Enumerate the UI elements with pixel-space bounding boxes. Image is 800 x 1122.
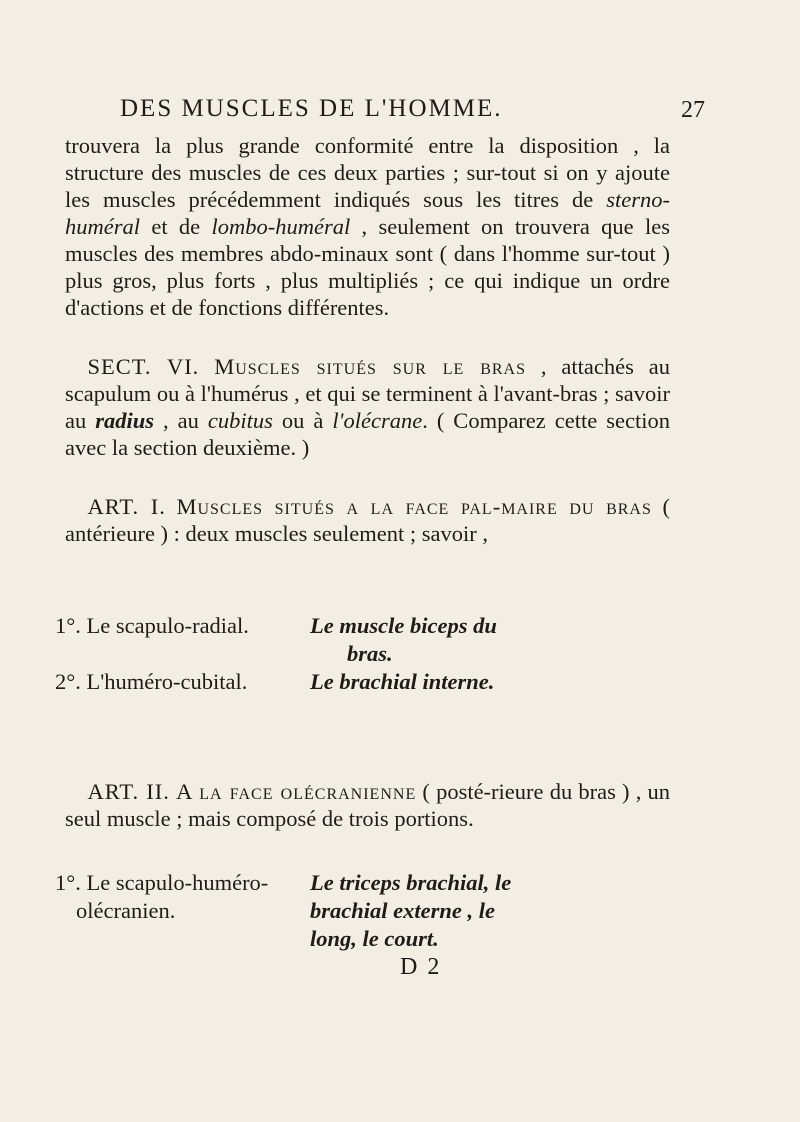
list-item-left: 1°. Le scapulo-huméro- bbox=[55, 870, 269, 895]
article-1-title: Muscles situés a la face pal-maire du bras bbox=[176, 494, 652, 519]
article-2-list bbox=[55, 869, 715, 953]
term-lombo-humeral: lombo-huméral bbox=[211, 214, 351, 239]
term-radius: radius bbox=[95, 408, 155, 433]
body-text-2 bbox=[65, 778, 670, 832]
list-item-right: long, le court. bbox=[310, 926, 439, 951]
signature-mark: D 2 bbox=[400, 954, 442, 980]
article-2-label: ART. II. bbox=[87, 779, 170, 804]
section-title: Muscles situés sur le bras bbox=[214, 354, 527, 379]
section-text-g: . ( Comparez cette section avec la section deuxième. ) bbox=[65, 408, 670, 460]
list-item-left: 2°. L'huméro-cubital. bbox=[55, 669, 248, 694]
section-6 bbox=[65, 353, 670, 461]
term-cubitus: cubitus bbox=[207, 408, 273, 433]
term-olecrane: l'olécrane bbox=[332, 408, 423, 433]
list-item-right: Le brachial interne. bbox=[310, 669, 495, 694]
list-item bbox=[55, 612, 715, 640]
list-item bbox=[55, 869, 715, 897]
list-item-right: brachial externe , le bbox=[310, 898, 495, 923]
list-item-left: olécranien. bbox=[76, 898, 176, 923]
list-item-continuation bbox=[55, 897, 715, 925]
list-item bbox=[55, 668, 715, 696]
page-header bbox=[100, 95, 705, 135]
paragraph-intro bbox=[65, 132, 670, 321]
intro-text-a: trouvera la plus grande conformité entre la disposition , la structure des muscles de ces deux parties ; sur-tout si on y ajoute les muscles précédemment indiqués sous les titres de bbox=[65, 133, 670, 212]
list-item-continuation bbox=[55, 925, 715, 953]
term-sterno-humeral: sterno-huméral bbox=[65, 187, 670, 239]
running-head: DES MUSCLES DE L'HOMME. bbox=[120, 95, 503, 122]
article-1-list bbox=[55, 612, 715, 696]
section-text-e: ou à bbox=[272, 408, 333, 433]
article-1 bbox=[65, 493, 670, 547]
intro-text-e: , seulement on trouvera que les muscles des membres abdo-minaux sont ( dans l'homme sur-tout ) plus gros, plus forts , plus multipliés ; ce qui indique un ordre d'actions et de fonctions différentes. bbox=[65, 214, 670, 320]
article-2-title: A la face olécranienne bbox=[176, 779, 417, 804]
article-1-text: ( antérieure ) : deux muscles seulement ; savoir , bbox=[65, 494, 670, 546]
list-item-left: 1°. Le scapulo-radial. bbox=[55, 613, 249, 638]
article-2-text: ( posté-rieure du bras ) , un seul muscle ; mais composé de trois portions. bbox=[65, 779, 671, 831]
section-label: SECT. VI. bbox=[87, 354, 200, 379]
section-text-c: , au bbox=[154, 408, 208, 433]
intro-text-c: et de bbox=[140, 214, 212, 239]
list-item-right: bras. bbox=[347, 641, 393, 666]
section-text-a: , attachés au scapulum ou à l'humérus , et qui se terminent à l'avant-bras ; savoir au bbox=[65, 354, 670, 433]
list-item-continuation bbox=[55, 640, 715, 668]
page-number: 27 bbox=[681, 97, 705, 123]
body-text bbox=[65, 132, 670, 547]
list-item-right: Le triceps brachial, le bbox=[310, 870, 512, 895]
article-1-label: ART. I. bbox=[87, 494, 166, 519]
article-2 bbox=[65, 778, 670, 832]
list-item-right: Le muscle biceps du bbox=[310, 613, 497, 638]
